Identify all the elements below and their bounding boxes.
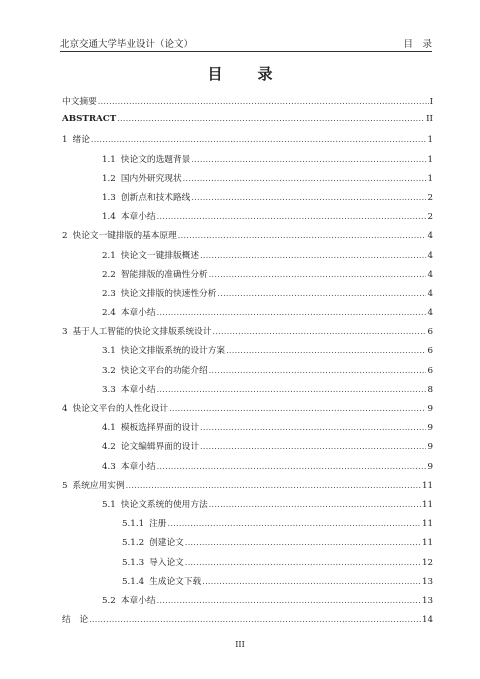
toc-entry-number: 1 [62,135,68,146]
leader-dots [209,366,427,375]
leader-dots [191,193,426,202]
toc-entry[interactable] [62,229,433,248]
toc-entry-number: 4 [62,404,68,414]
leader-dots [200,423,426,432]
toc-entry-label: 系统应用实例 [72,480,125,491]
toc-entry-page: 9 [427,423,433,434]
toc-entry-page: 4 [427,308,433,319]
toc-entry[interactable] [62,287,433,306]
leader-dots [169,404,426,413]
toc-entry[interactable] [62,460,433,479]
page-title: 目 录 [207,65,283,83]
toc-entry-label: 快论文系统的使用方法 [120,499,208,510]
leader-dots [191,155,426,164]
toc-entry-page: 8 [427,384,433,395]
toc-entry[interactable] [62,613,433,632]
leader-dots [91,135,427,144]
table-of-contents [62,95,433,632]
toc-entry[interactable] [62,191,433,210]
toc-entry-label: 基于人工智能的快论文排版系统设计 [72,327,212,338]
toc-entry-page: 4 [427,231,433,242]
leader-dots [167,519,420,528]
toc-entry[interactable] [62,210,433,229]
toc-entry[interactable] [62,306,433,325]
toc-entry-page: 1 [427,135,433,146]
toc-entry[interactable] [62,498,433,517]
toc-entry-page: 1 [427,154,433,165]
toc-entry[interactable] [62,172,433,191]
toc-entry-number: 2.1 [102,250,116,261]
toc-entry-page: 1 [427,173,433,184]
toc-entry[interactable] [62,344,433,363]
toc-entry-number: 4.3 [102,461,116,472]
toc-entry-page: 13 [421,576,433,587]
leader-dots [200,251,426,260]
toc-entry-label: 本章小结 [120,308,156,319]
toc-entry[interactable] [62,249,433,268]
toc-entry-label: 论文编辑界面的设计 [120,442,200,453]
toc-entry-page: 6 [427,327,433,338]
toc-entry-number: 4.2 [102,442,116,453]
toc-entry-label: 本章小结 [120,212,156,223]
toc-entry-label: 绪论 [72,135,90,146]
toc-entry-number: 4.1 [102,423,116,434]
leader-dots [157,308,427,317]
toc-entry-page: I [429,97,433,107]
toc-entry[interactable] [62,268,433,287]
toc-entry-number: 5 [62,480,68,491]
toc-entry-page: 9 [427,404,433,414]
toc-entry-number: 3.1 [102,346,116,357]
toc-entry[interactable] [62,594,433,613]
toc-entry-page: 12 [421,557,433,568]
toc-entry[interactable] [62,383,433,402]
toc-entry-number: 3 [62,327,68,338]
toc-entry[interactable] [62,575,433,594]
page-number: III [235,640,245,649]
leader-dots [157,385,427,394]
leader-dots [183,174,427,183]
leader-dots [157,596,421,605]
toc-entry-number: 1.3 [102,192,116,203]
leader-dots [213,327,427,336]
toc-entry-number: 2 [62,231,68,242]
toc-entry-label: 模板选择界面的设计 [120,423,200,434]
leader-dots [200,442,426,451]
toc-entry-number: 1.2 [102,173,116,184]
toc-entry-label: 注册 [149,519,167,530]
toc-entry-page: 11 [421,480,433,491]
toc-entry-page: 2 [427,212,433,223]
leader-dots [185,558,421,567]
toc-entry-label: 本章小结 [120,461,156,472]
toc-entry-page: II [426,114,433,125]
running-header [60,36,432,50]
toc-entry-label: 本章小结 [120,384,156,395]
toc-entry-page: 6 [427,346,433,357]
toc-entry-page: 9 [427,442,433,453]
toc-entry-label: 智能排版的准确性分析 [120,269,208,280]
toc-entry-number: 3.3 [102,384,116,395]
toc-entry-label: ABSTRACT [62,114,117,125]
toc-entry[interactable] [62,364,433,383]
header-rule [60,51,432,52]
toc-entry-number: 5.1.2 [122,538,145,549]
leader-dots [209,270,427,279]
toc-entry-label: 快论文一键排版概述 [120,250,200,261]
toc-entry-label: 快论文的选题背景 [120,154,191,165]
toc-entry-label: 快论文排版的快速性分析 [120,288,217,299]
toc-entry-label: 本章小结 [120,595,156,606]
toc-entry[interactable] [62,440,433,459]
leader-dots [209,500,421,509]
toc-entry-label: 创新点和技术路线 [120,192,191,203]
toc-entry[interactable] [62,536,433,555]
leader-dots [117,114,425,123]
toc-entry-label: 快论文一键排版的基本原理 [72,231,177,242]
leader-dots [226,346,426,355]
toc-entry-page: 4 [427,250,433,261]
toc-entry-label: 生成论文下载 [149,576,202,587]
toc-entry-label: 国内外研究现状 [120,173,182,184]
toc-entry-label: 快论文平台的人性化设计 [72,404,169,414]
leader-dots [98,97,429,106]
toc-entry-label: 创建论文 [149,538,184,549]
toc-entry-page: 9 [427,461,433,472]
toc-entry-number: 1.4 [102,212,116,223]
toc-entry-page: 13 [421,595,433,606]
toc-entry-number: 5.1 [102,499,116,510]
toc-entry-number: 2.3 [102,288,116,299]
toc-entry[interactable] [62,556,433,575]
leader-dots [157,462,427,471]
toc-entry-page: 4 [427,288,433,299]
leader-dots [217,289,426,298]
leader-dots [185,538,421,547]
toc-entry-label: 快论文平台的功能介绍 [120,365,208,376]
toc-entry-label: 中文摘要 [62,97,97,107]
leader-dots [157,212,427,221]
toc-entry[interactable] [62,95,433,114]
toc-entry-page: 11 [421,499,433,510]
toc-entry[interactable] [62,517,433,536]
toc-entry[interactable] [62,421,433,440]
toc-entry-page: 6 [427,365,433,376]
toc-entry[interactable] [62,133,433,152]
toc-entry[interactable] [62,479,433,498]
toc-entry-number: 1.1 [102,154,116,165]
toc-entry[interactable] [62,114,433,133]
toc-entry-page: 14 [421,615,433,626]
toc-entry-number: 3.2 [102,365,116,376]
toc-entry-number: 5.2 [102,595,116,606]
toc-entry-number: 2.4 [102,308,116,319]
toc-entry-label: 导入论文 [149,557,184,568]
header-section-title: 目 录 [403,39,432,50]
toc-entry-number: 5.1.4 [122,576,145,587]
leader-dots [178,231,427,240]
toc-entry-number: 5.1.3 [122,557,145,568]
toc-entry-page: 11 [421,538,433,549]
toc-entry[interactable] [62,402,433,421]
toc-entry-label: 快论文排版系统的设计方案 [120,346,226,357]
toc-entry-page: 4 [427,269,433,280]
toc-entry-number: 2.2 [102,269,116,280]
toc-entry-number: 5.1.1 [122,519,145,530]
toc-entry-page: 2 [427,192,433,203]
toc-entry-page: 11 [421,519,433,530]
toc-entry[interactable] [62,325,433,344]
leader-dots [126,481,421,490]
leader-dots [202,577,421,586]
toc-entry[interactable] [62,153,433,172]
leader-dots [89,615,421,624]
header-university-title: 北京交通大学毕业设计（论文） [60,39,194,50]
toc-entry-label: 结 论 [62,615,89,626]
